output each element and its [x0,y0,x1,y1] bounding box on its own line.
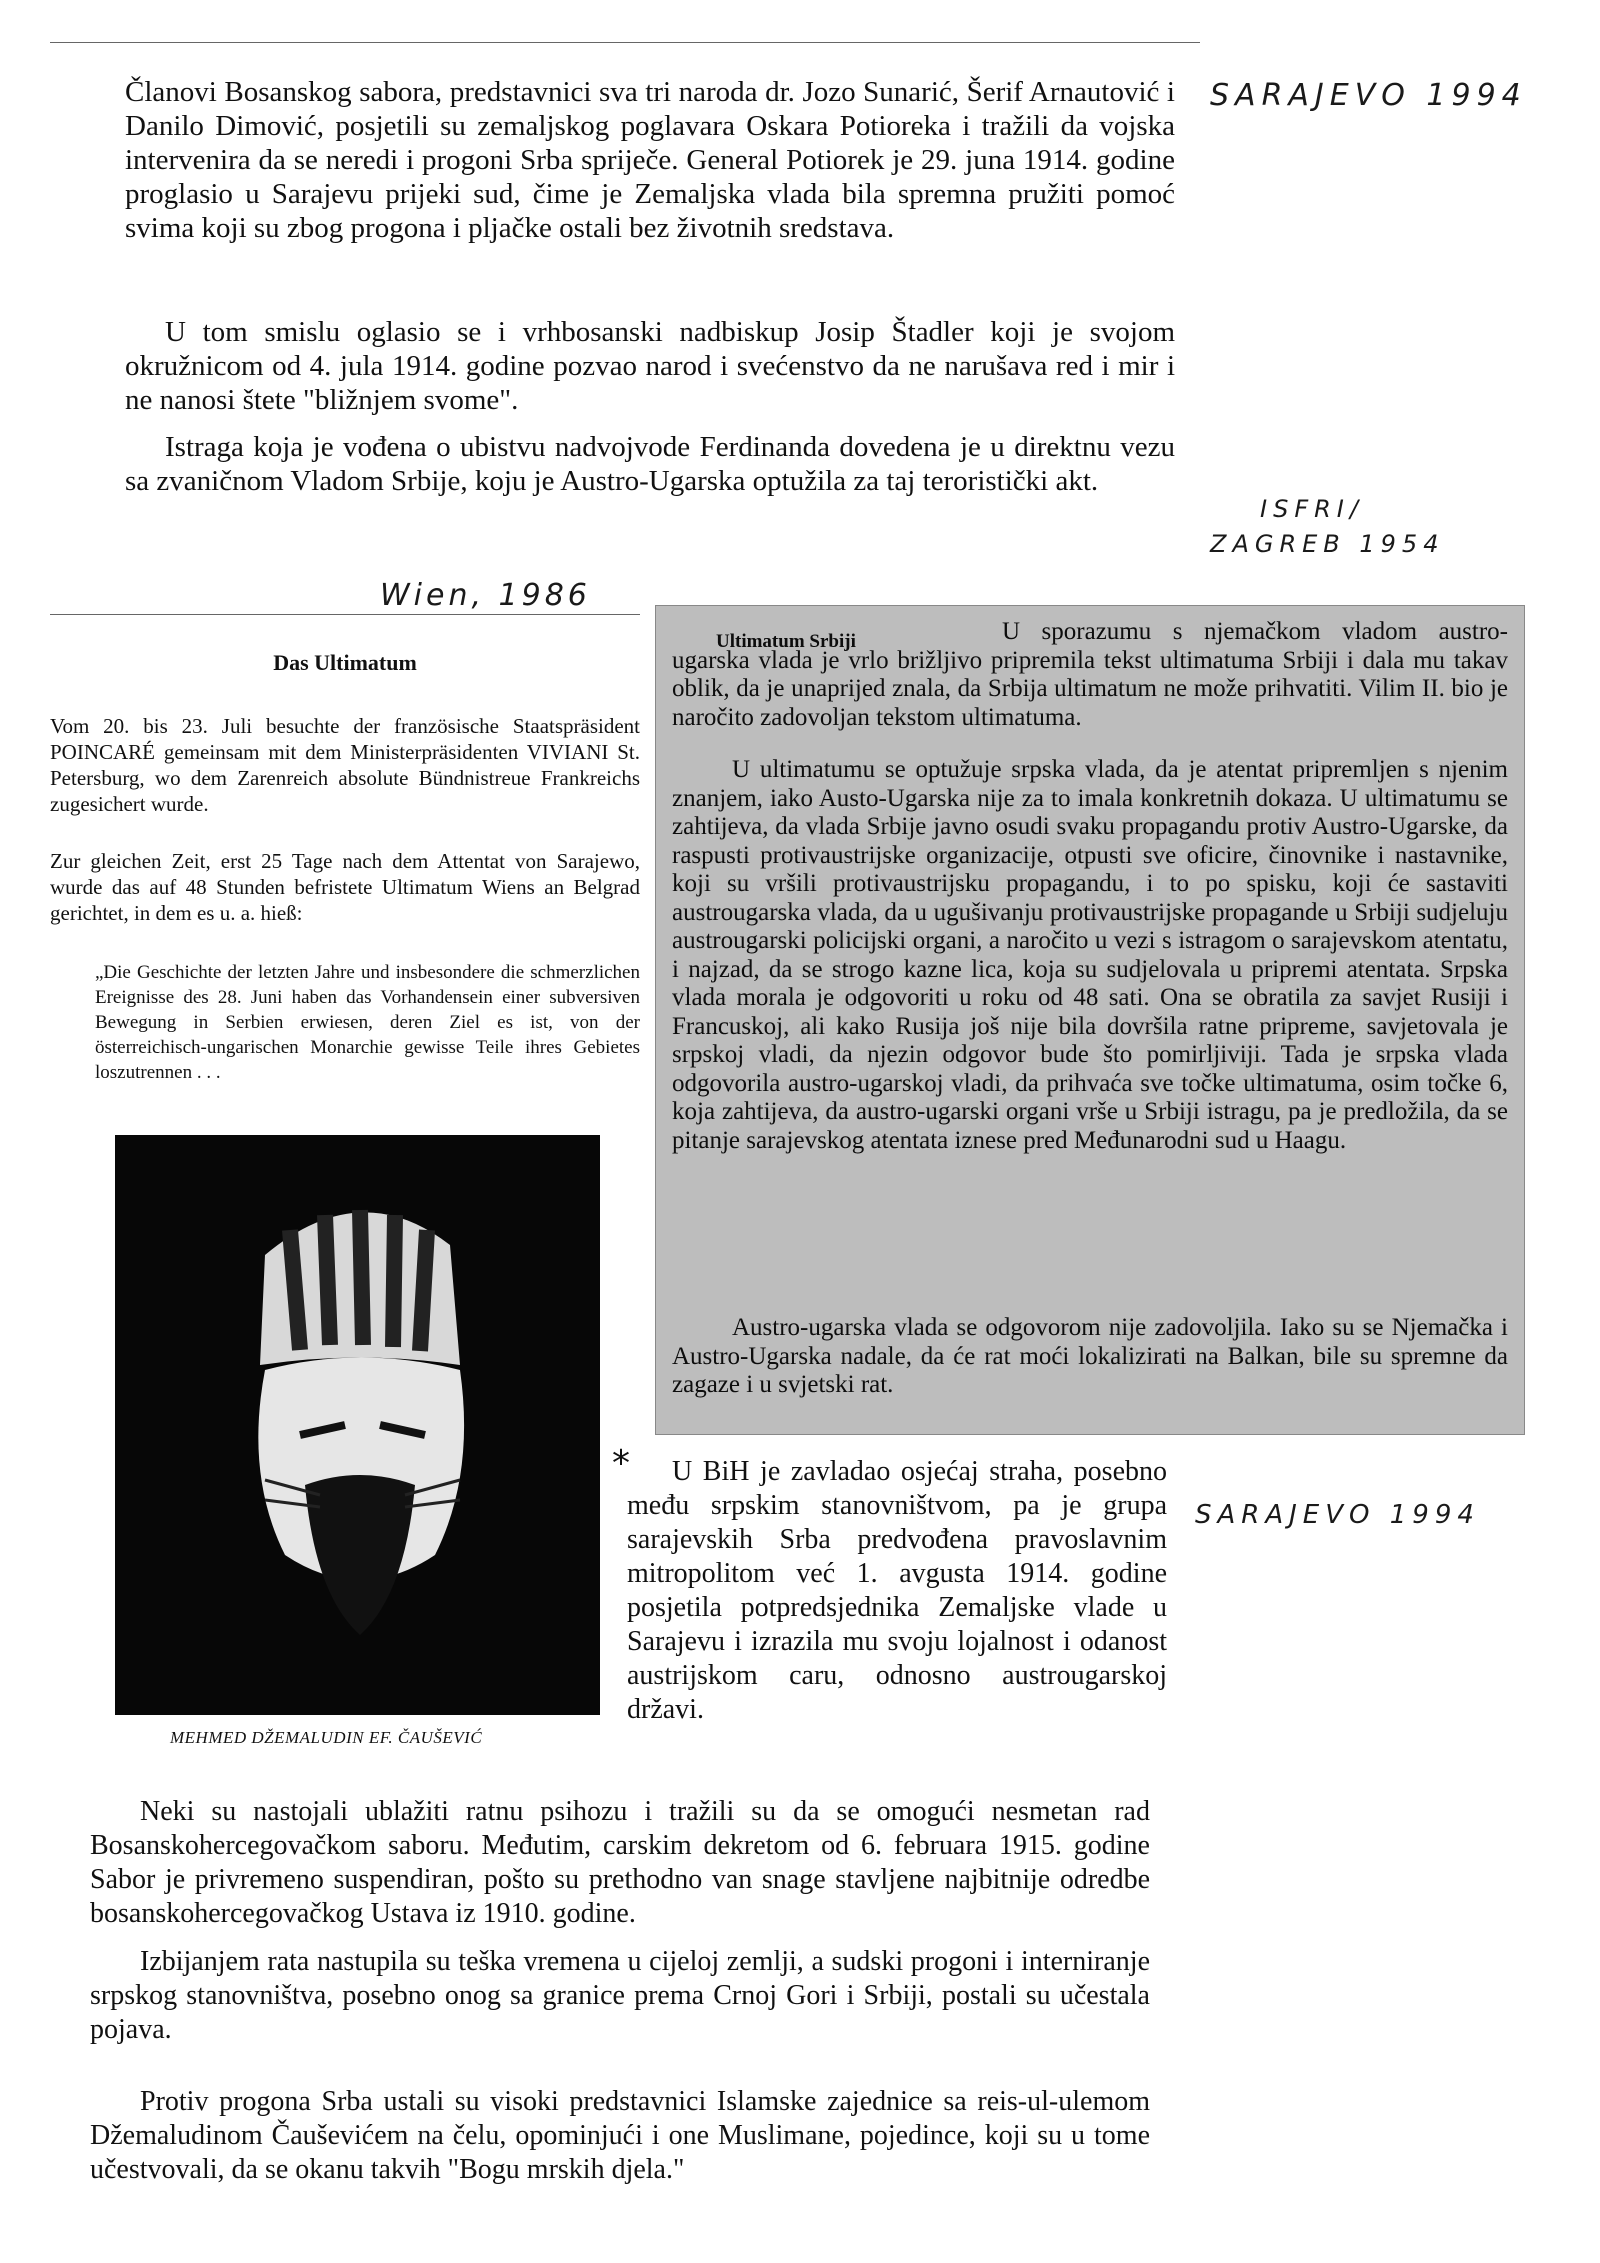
handwritten-sarajevo-top: SARAJEVO 1994 [1210,78,1527,113]
grey-paragraph-1: U sporazumu s njemačkom vladom austro-ugarska vlada je vrlo brižljivo pripremila tekst ultimatuma Srbiji i dala mu takav oblik, da je unaprijed znala, da Srbija ultimatum ne može prihvatiti. Vilim II. bio je naročito zadovoljan tekstom ultimatuma. [672,618,1508,731]
handwritten-isfri: ISFRI/ [1260,495,1364,523]
wien-top-rule [50,614,640,615]
handwritten-zagreb: ZAGREB 1954 [1210,530,1445,558]
wien-quote: „Die Geschichte der letzten Jahre und insbesondere die schmerzlichen Ereignisse des 28. Juni haben das Vorhandensein einer subversiven Bewegung in Serbien erwiesen, deren Ziel es ist, von der österreichisch-ungarischen Monarchie gewisse Teile ihres Gebietes loszutrennen . . . [95,962,640,1083]
wien-heading: Das Ultimatum [273,650,417,675]
wien-clipping [50,608,650,1108]
handwritten-sarajevo-mid: SARAJEVO 1994 [1195,1500,1480,1530]
grey-paragraph-3: Austro-ugarska vlada se odgovorom nije zadovoljila. Iako su se Njemačka i Austro-Ugarska nadale, da će rat moći lokalizirati na Balkan, bile su spremne da zagaze i u svjetski rat. [672,1314,1508,1398]
portrait-photo [115,1135,600,1715]
wien-paragraph-2: Zur gleichen Zeit, erst 25 Tage nach dem Attentat von Sarajewo, wurde das auf 48 Stunden befristete Ultimatum Wiens an Belgrad gerichtet, in dem es u. a. hieß: [50,849,640,925]
top-paragraph-1: Članovi Bosanskog sabora, predstavnici sva tri naroda dr. Jozo Sunarić, Šerif Arnautović i Danilo Dimović, posjetili su zemaljskog poglavara Oskara Potioreka i tražili da vojska intervenira da se neredi i progoni Srba spriječe. General Potiorek je 29. juna 1914. godine proglasio u Sarajevu prijeki sud, čime je Zemaljska vlada bila spremna pružiti pomoć svima koji su zbog progona i pljačke ostali bez životnih sredstava. [125,76,1175,244]
wien-paragraph-1: Vom 20. bis 23. Juli besuchte der französische Staatspräsident POINCARÉ gemeinsam mit dem Ministerpräsidenten VIVIANI St. Petersburg, wo dem Zarenreich absolute Bündnistreue Frankreichs zugesichert wurde. [50,714,640,816]
portrait-drawing [115,1135,600,1715]
handwritten-wien: Wien, 1986 [380,578,591,613]
bottom-paragraph-2: Izbijanjem rata nastupila su teška vremena u cijeloj zemlji, a sudski progoni i interniranje srpskog stanovništva, posebno onog sa granice prema Crnoj Gori i Srbiji, postali su učestala pojava. [90,1946,1150,2045]
top-paragraph-2: U tom smislu oglasio se i vrhbosanski nadbiskup Josip Štadler koji je svojom okružnicom od 4. jula 1914. godine pozvao narod i svećenstvo da ne narušava red i mir i ne nanosi štete "bližnjem svome". [125,316,1175,416]
grey-clipping [655,605,1525,1435]
top-paragraph-3: Istraga koja je vođena o ubistvu nadvojvode Ferdinanda dovedena je u direktnu vezu sa zvaničnom Vladom Srbije, koju je Austro-Ugarska optužila za taj teroristički akt. [125,431,1175,497]
grey-clipping-title: Ultimatum Srbiji [716,631,856,652]
grey-paragraph-2: U ultimatumu se optužuje srpska vlada, da je atentat pripremljen s njenim znanjem, iako Austo-Ugarska nije za to imala konkretnih dokaza. U ultimatumu se zahtijeva, da vlada Srbije javno osudi svaku propagandu protiv Austro-Ugarske, da raspusti protivaustrijske organizacije, otpusti sve oficire, činovnike i nastavnike, koji su vršili protivaustrijsku propagandu, i to po spisku, koji će sastaviti austrougarska vlada, da u ugušivanju protivaustrijske propagande u Srbiji sudjeluju austrougarski policijski organi, a naročito u vezi s istragom o sarajevskom atentatu, i najzad, da se strogo kazne lica, koja su sudjelovala u pripremi atentata. Srpska vlada morala je odgovoriti u roku od 48 sati. Ona se obratila za savjet Rusiji i Francuskoj, ali kako Rusija još nije bila dovršila ratne pripreme, savjetovala je srpskoj vladi, da njezin odgovor bude što pomirljiviji. Tada je srpska vlada odgovorila austro-ugarskoj vladi, da prihvaća sve točke ultimatuma, osim točke 6, koja zahtijeva, da austro-ugarski organi vrše u Srbiji istragu, pa je predložila, da se pitanje sarajevskog atentata iznese pred Međunarodni sud u Haagu. [672,756,1508,1154]
mid-paragraph-1: U BiH je zavladao osjećaj straha, posebno među srpskim stanovništvom, pa je grupa sarajevskih Srba predvođena pravoslavnim mitropolitom već 1. avgusta 1914. godine posjetila potpredsjednika Zemaljske vlade u Sarajevu i izrazila mu svoju lojalnost i odanost austrijskom caru, odnosno austrougarskoj državi. [627,1456,1167,1725]
star-marker: * [612,1443,630,1484]
top-clip-edge [50,42,1200,43]
bottom-clipping [80,1795,1180,2215]
photo-caption: MEHMED DŽEMALUDIN EF. ČAUŠEVIĆ [170,1728,483,1747]
bottom-paragraph-1: Neki su nastojali ublažiti ratnu psihozu i tražili su da se omogući nesmetan rad Bosanskohercegovačkom saboru. Međutim, carskim dekretom od 6. februara 1915. godine Sabor je privremeno suspendiran, pošto su prethodno van snage stavljene najbitnije odredbe bosanskohercegovačkog Ustava iz 1910. godine. [90,1796,1150,1929]
bottom-paragraph-3: Protiv progona Srba ustali su visoki predstavnici Islamske zajednice sa reis-ul-ulemom Džemaludinom Čauševićem na čelu, opominjući i one Muslimane, pojedince, koji su u tome učestvovali, da se okanu takvih "Bogu mrskih djela." [90,2086,1150,2185]
mid-clipping [612,1443,1172,1795]
